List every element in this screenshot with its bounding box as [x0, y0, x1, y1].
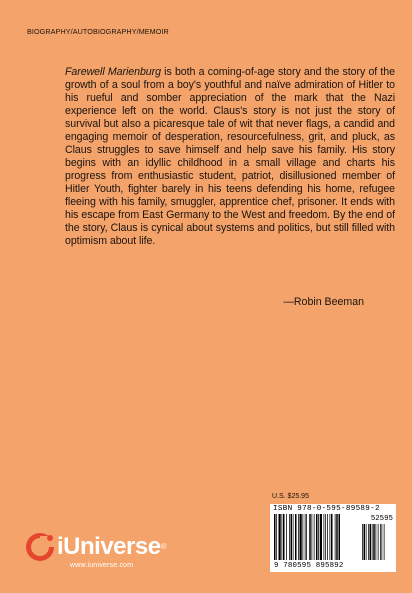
isbn-text: ISBN 978-0-595-89589-2	[273, 505, 380, 513]
barcode-bars-icon	[274, 514, 392, 562]
price-label: U.S. $25.95	[272, 493, 309, 500]
barcode-addon-digits: 52595	[370, 515, 393, 523]
barcode	[270, 504, 396, 572]
publisher-url: www.iuniverse.com	[70, 562, 134, 569]
attribution: —Robin Beeman	[283, 296, 364, 308]
category-label: BIOGRAPHY/AUTOBIOGRAPHY/MEMOIR	[27, 27, 169, 36]
iuniverse-mark-icon	[25, 532, 55, 562]
book-description	[65, 66, 395, 248]
publisher-logo	[25, 530, 175, 574]
description-text: is both a coming-of-age story and the story of the growth of a soul from a boy's youthful and naïve admiration of Hitler to his rueful and somber appreciation of the mark that the Nazi experience left on the world. Claus's story is not just the story of survival but also a picaresque tale of wit that never flags, a candid and engaging memoir of desperation, resourcefulness, grit, and pluck, as Claus struggles to save himself and help save his family. His story begins with an idyllic childhood in a small village and charts his progress from enthusiastic student, patriot, disillusioned member of Hitler Youth, fighter barely in his teens defending his home, refugee fleeing with his family, smuggler, apprentice chef, prisoner. It ends with his escape from East Germany to the West and freedom. By the end of the story, Claus is cynical about systems and politics, but still filled with optimism about life.	[65, 66, 395, 247]
barcode-ean-digits: 9 780595 895892	[274, 562, 344, 570]
book-title: Farewell Marienburg	[65, 66, 161, 78]
publisher-name: iUniverse®	[57, 533, 166, 560]
